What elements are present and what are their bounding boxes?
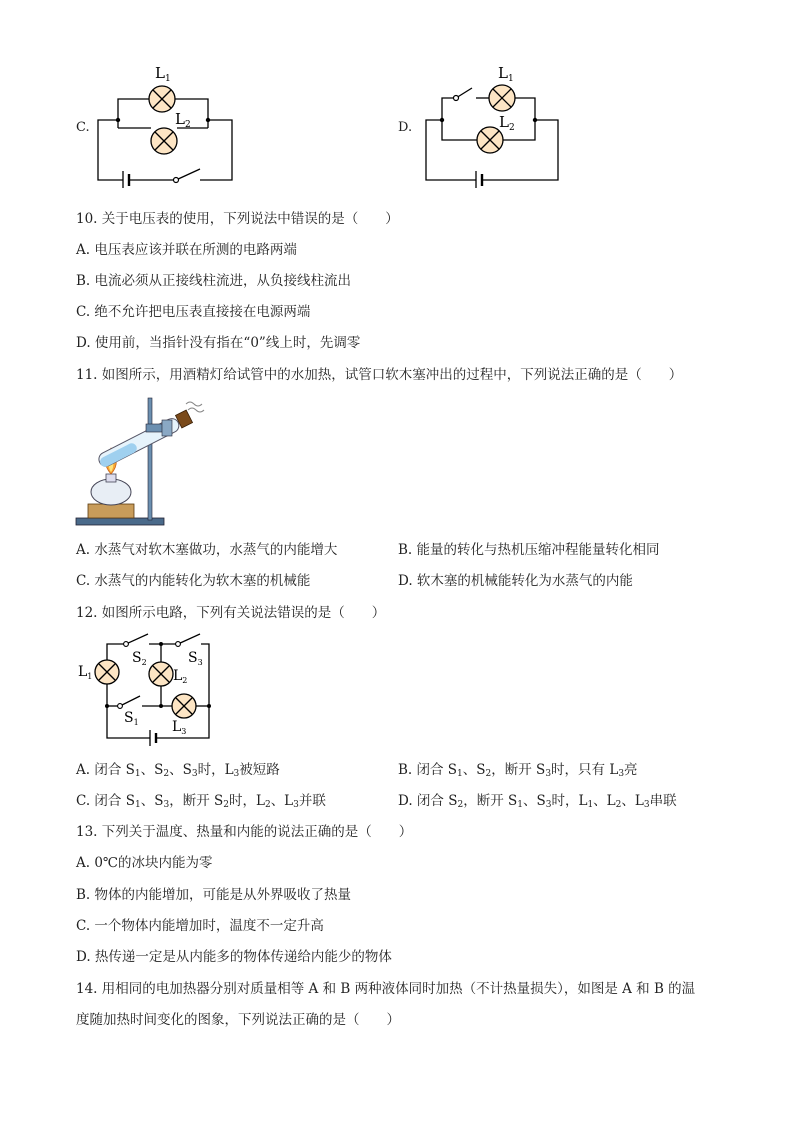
lamp-l2-icon xyxy=(149,662,173,686)
label-l1: $L_1$ xyxy=(498,64,514,84)
lamp-l2-icon xyxy=(151,128,177,154)
label-s3: $S_3$ xyxy=(188,650,203,667)
q13-option-b: B. 物体的内能增加，可能是从外界吸收了热量 xyxy=(76,887,352,903)
q11-option-d: D. 软木塞的机械能转化为水蒸气的内能 xyxy=(398,573,633,589)
label-l3: $L_3$ xyxy=(172,719,187,736)
q13-option-c: C. 一个物体内能增加时，温度不一定升高 xyxy=(76,918,324,934)
lamp-l1-icon xyxy=(149,86,175,112)
switch-s2-icon xyxy=(124,642,129,647)
switch-icon xyxy=(174,178,179,183)
q13-option-a: A. 0℃的冰块内能为零 xyxy=(76,855,213,871)
q11-option-b: B. 能量的转化与热机压缩冲程能量转化相同 xyxy=(398,542,660,558)
label-l2: $L_2$ xyxy=(173,668,188,685)
switch-s3-icon xyxy=(176,642,181,647)
label-s1: $S_1$ xyxy=(124,710,139,727)
q12-option-c: C. 闭合 $S_1$、$S_3$，断开 $S_2$时，$L_2$、$L_3$并联 xyxy=(76,793,326,810)
q12-option-b: B. 闭合 $S_1$、$S_2$，断开 $S_3$时，只有 $L_3$亮 xyxy=(398,762,638,779)
battery-icon xyxy=(123,171,129,188)
label-l2: $L_2$ xyxy=(175,110,191,130)
q10-option-b: B. 电流必须从正接线柱流进，从负接线柱流出 xyxy=(76,273,352,289)
q10-option-a: A. 电压表应该并联在所测的电路两端 xyxy=(76,242,297,258)
q13-option-d: D. 热传递一定是从内能多的物体传递给内能少的物体 xyxy=(76,949,392,965)
q12-option-d: D. 闭合 $S_2$，断开 $S_1$、$S_3$时，$L_1$、$L_2$、$L_3$串联 xyxy=(398,793,677,810)
question-13-stem: 13. 下列关于温度、热量和内能的说法正确的是（ ） xyxy=(76,824,413,840)
battery-icon xyxy=(476,171,482,188)
circuit-diagram-c xyxy=(92,58,242,188)
label-s2: $S_2$ xyxy=(132,650,147,667)
lamp-l1-icon xyxy=(489,85,515,111)
lamp-l1-icon xyxy=(95,660,119,684)
question-10-stem: 10. 关于电压表的使用，下列说法中错误的是（ ） xyxy=(76,211,399,227)
lamp-l3-icon xyxy=(172,694,196,718)
option-d-label: D. xyxy=(398,120,413,135)
question-14-stem-line1: 14. 用相同的电加热器分别对质量相等 A 和 B 两种液体同时加热（不计热量损失），如图是 A 和 B 的温 xyxy=(76,981,696,997)
alcohol-lamp-test-tube-illustration xyxy=(74,394,214,530)
q10-option-d: D. 使用前，当指针没有指在“0”线上时，先调零 xyxy=(76,335,361,351)
q11-option-a: A. 水蒸气对软木塞做功，水蒸气的内能增大 xyxy=(76,542,338,558)
circuit-diagram-d xyxy=(420,58,570,188)
switch-icon xyxy=(454,96,459,101)
question-12-stem: 12. 如图所示电路，下列有关说法错误的是（ ） xyxy=(76,605,386,621)
question-14-stem-line2: 度随加热时间变化的图象，下列说法正确的是（ ） xyxy=(76,1012,400,1028)
circuit-diagram-q12 xyxy=(76,628,216,752)
option-c-label: C. xyxy=(76,120,90,135)
battery-icon xyxy=(150,730,156,746)
label-l1: $L_1$ xyxy=(155,64,171,84)
label-l1: $L_1$ xyxy=(78,664,93,681)
label-l2: $L_2$ xyxy=(499,113,515,133)
q10-option-c: C. 绝不允许把电压表直接接在电源两端 xyxy=(76,304,311,320)
q12-option-a: A. 闭合 $S_1$、$S_2$、$S_3$时，$L_3$被短路 xyxy=(76,762,280,779)
q11-option-c: C. 水蒸气的内能转化为软木塞的机械能 xyxy=(76,573,311,589)
switch-s1-icon xyxy=(118,704,123,709)
question-11-stem: 11. 如图所示，用酒精灯给试管中的水加热，试管口软木塞冲出的过程中，下列说法正确的是（ ） xyxy=(76,367,683,383)
